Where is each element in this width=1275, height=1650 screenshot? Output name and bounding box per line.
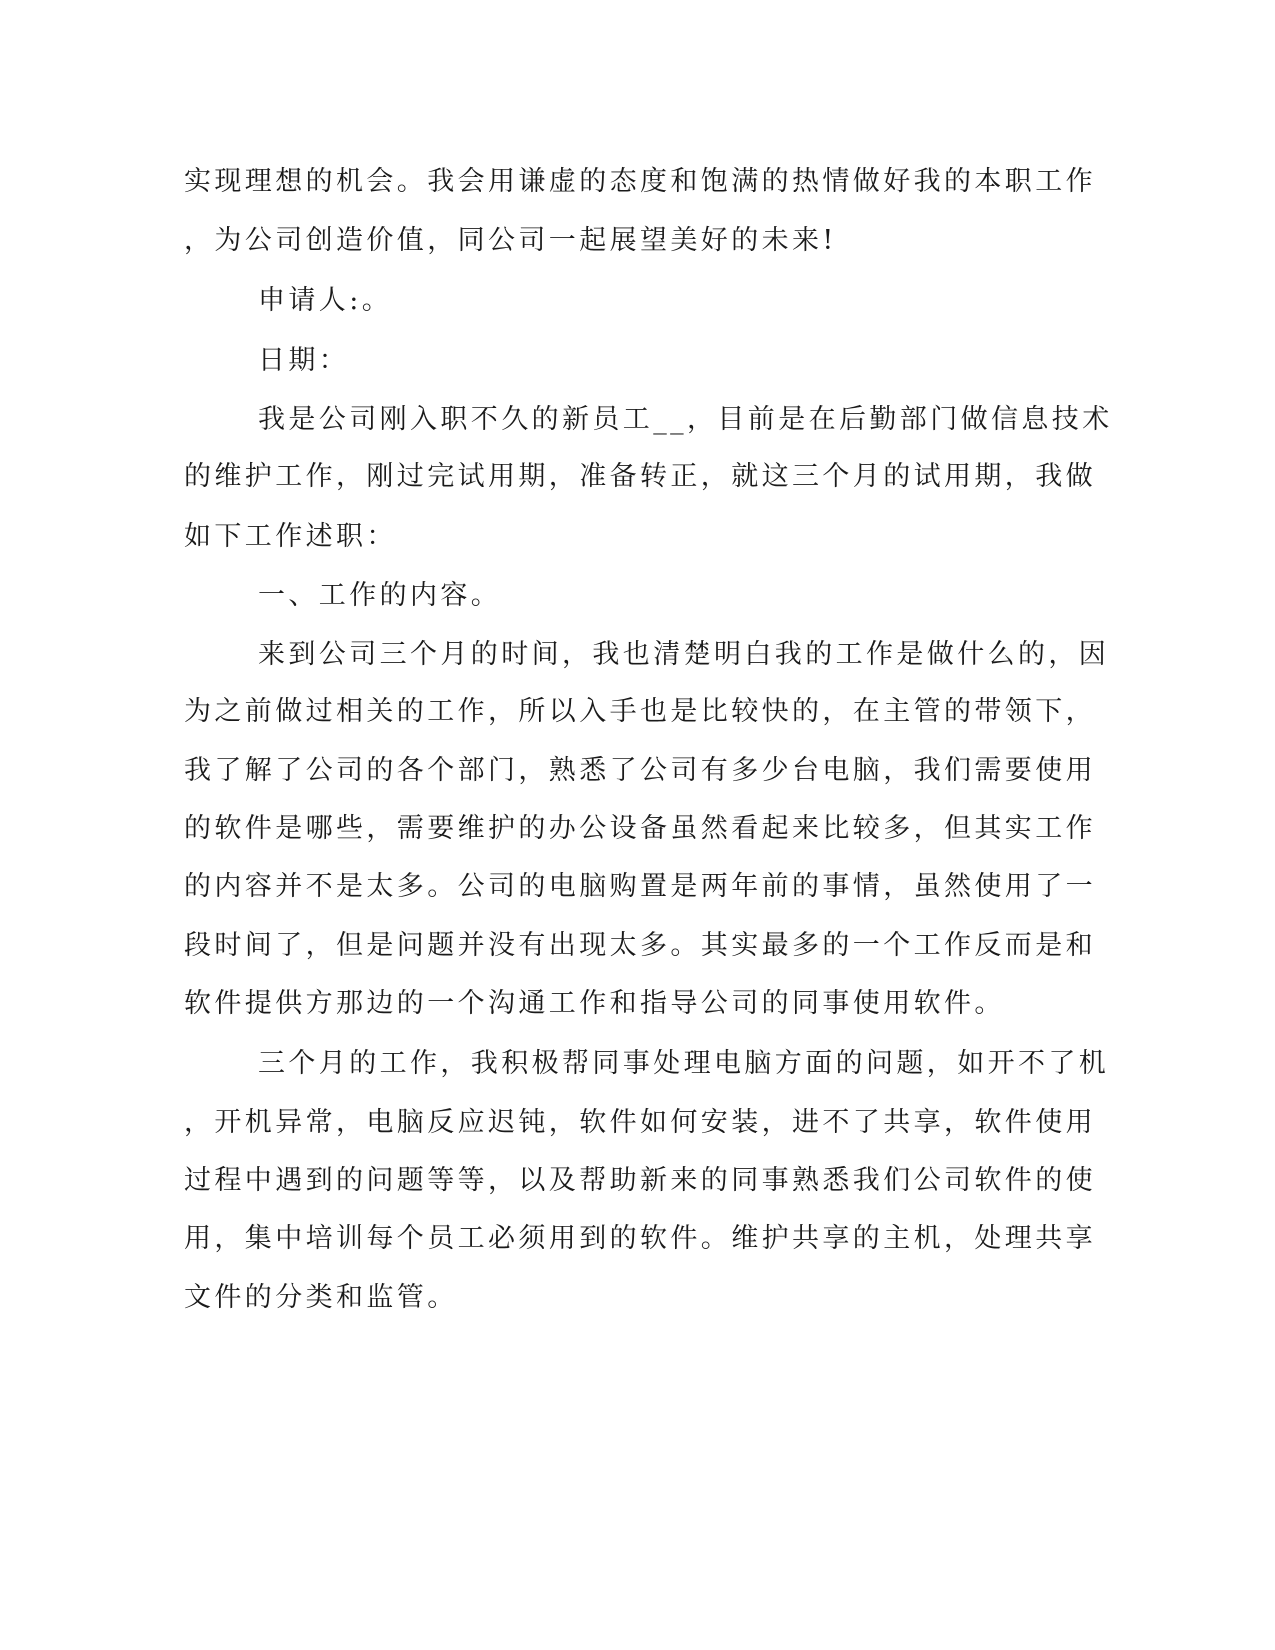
text-line-5: 我是公司刚入职不久的新员工__，目前是在后勤部门做信息技术 — [258, 404, 1113, 435]
text-line-1: 实现理想的机会。我会用谦虚的态度和饱满的热情做好我的本职工作 — [184, 166, 1096, 197]
section-heading: 一、工作的内容。 — [258, 580, 502, 611]
text-line-18: 过程中遇到的问题等等，以及帮助新来的同事熟悉我们公司软件的使 — [184, 1165, 1096, 1196]
text-line-11: 我了解了公司的各个部门，熟悉了公司有多少台电脑，我们需要使用 — [184, 755, 1096, 786]
text-line-20: 文件的分类和监管。 — [184, 1282, 458, 1313]
text-line-10: 为之前做过相关的工作，所以入手也是比较快的，在主管的带领下， — [184, 696, 1096, 727]
text-line-15: 软件提供方那边的一个沟通工作和指导公司的同事使用软件。 — [184, 988, 1005, 1019]
text-line-2: ，为公司创造价值，同公司一起展望美好的未来! — [184, 225, 837, 256]
text-line-12: 的软件是哪些，需要维护的办公设备虽然看起来比较多，但其实工作 — [184, 813, 1096, 844]
text-line-19: 用，集中培训每个员工必须用到的软件。维护共享的主机，处理共享 — [184, 1223, 1096, 1254]
text-line-14: 段时间了，但是问题并没有出现太多。其实最多的一个工作反而是和 — [184, 930, 1096, 961]
text-line-9: 来到公司三个月的时间，我也清楚明白我的工作是做什么的，因 — [258, 639, 1110, 670]
text-line-16: 三个月的工作，我积极帮同事处理电脑方面的问题，如开不了机 — [258, 1048, 1110, 1079]
text-line-13: 的内容并不是太多。公司的电脑购置是两年前的事情，虽然使用了一 — [184, 871, 1096, 902]
applicant-label: 申请人:。 — [258, 285, 393, 316]
text-line-6: 的维护工作，刚过完试用期，准备转正，就这三个月的试用期，我做 — [184, 461, 1096, 492]
text-line-7: 如下工作述职： — [184, 521, 397, 552]
text-line-17: ，开机异常，电脑反应迟钝，软件如何安装，进不了共享，软件使用 — [184, 1107, 1096, 1138]
date-label: 日期： — [258, 345, 350, 376]
